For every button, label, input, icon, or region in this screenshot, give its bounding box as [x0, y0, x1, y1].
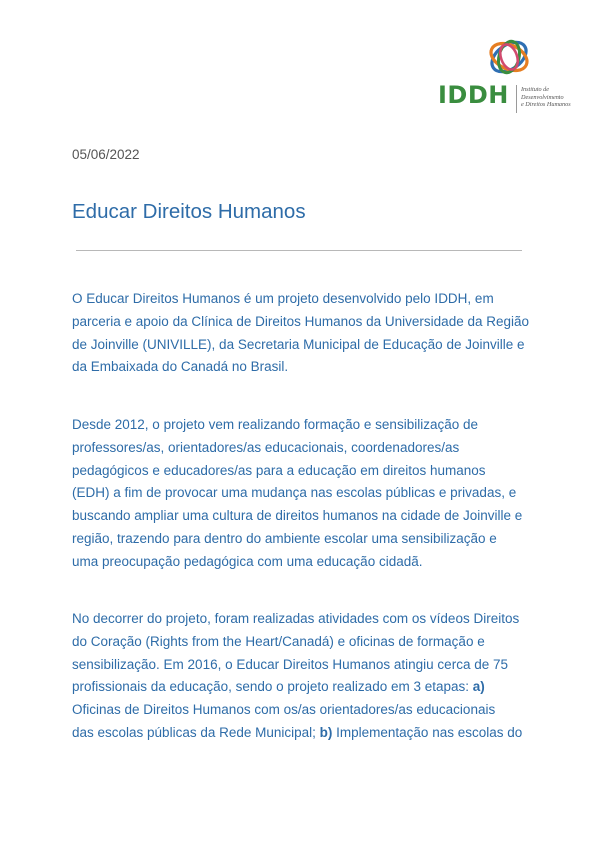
text-segment: das escolas públicas da Rede Municipal; [72, 724, 320, 740]
publication-date: 05/06/2022 [72, 147, 140, 162]
text-line: (EDH) a fim de provocar uma mudança nas escolas públicas e privadas, e [72, 485, 517, 501]
text-line: professores/as, orientadores/as educacionais, coordenadores/as [72, 439, 460, 455]
text-line: Oficinas de Direitos Humanos com os/as orientadores/as educacionais [72, 702, 496, 718]
page-title: Educar Direitos Humanos [72, 200, 306, 223]
text-line: região, trazendo para dentro do ambiente escolar uma sensibilização e [72, 530, 497, 546]
bold-marker: a) [472, 679, 485, 695]
logo-divider [516, 85, 517, 113]
text-line: uma preocupação pedagógica com uma educação cidadã. [72, 553, 423, 569]
logo-subtitle [521, 86, 591, 109]
paragraph-activities [72, 608, 532, 745]
logo-wordmark: IDDH [438, 81, 509, 109]
bold-marker: b) [319, 724, 333, 740]
paragraph-history [72, 414, 532, 574]
text-line: parceria e apoio da Clínica de Direitos Humanos da Universidade da Região [72, 313, 530, 329]
text-line: Desde 2012, o projeto vem realizando formação e sensibilização de [72, 417, 478, 432]
text-line [72, 722, 532, 745]
text-line: de Joinville (UNIVILLE), da Secretaria Municipal de Educação de Joinville e [72, 336, 525, 352]
text-line: sensibilização. Em 2016, o Educar Direitos Humanos atingiu cerca de 75 [72, 656, 508, 672]
text-line: pedagógicos e educadores/as para a educação em direitos humanos [72, 462, 486, 478]
logo-subtitle-line: Desenvolvimento [521, 93, 564, 101]
iddh-logo [438, 38, 586, 116]
logo-subtitle-line: Instituto de [521, 86, 550, 93]
text-line: do Coração (Rights from the Heart/Canadá) e oficinas de formação e [72, 633, 485, 649]
text-segment: profissionais da educação, sendo o projeto realizado em 3 etapas: [72, 679, 473, 695]
text-line: No decorrer do projeto, foram realizadas atividades com os vídeos Direitos [72, 611, 520, 626]
title-divider [76, 250, 522, 251]
text-segment: Implementação nas escolas do [332, 724, 523, 740]
text-line: buscando ampliar uma cultura de direitos humanos na cidade de Joinville e [72, 508, 523, 524]
text-line: da Embaixada do Canadá no Brasil. [72, 359, 289, 375]
rings-icon [484, 38, 534, 78]
logo-subtitle-line: e Direitos Humanos [521, 101, 571, 108]
text-line: O Educar Direitos Humanos é um projeto desenvolvido pelo IDDH, em [72, 291, 494, 306]
text-line [72, 676, 532, 699]
paragraph-intro [72, 288, 532, 379]
